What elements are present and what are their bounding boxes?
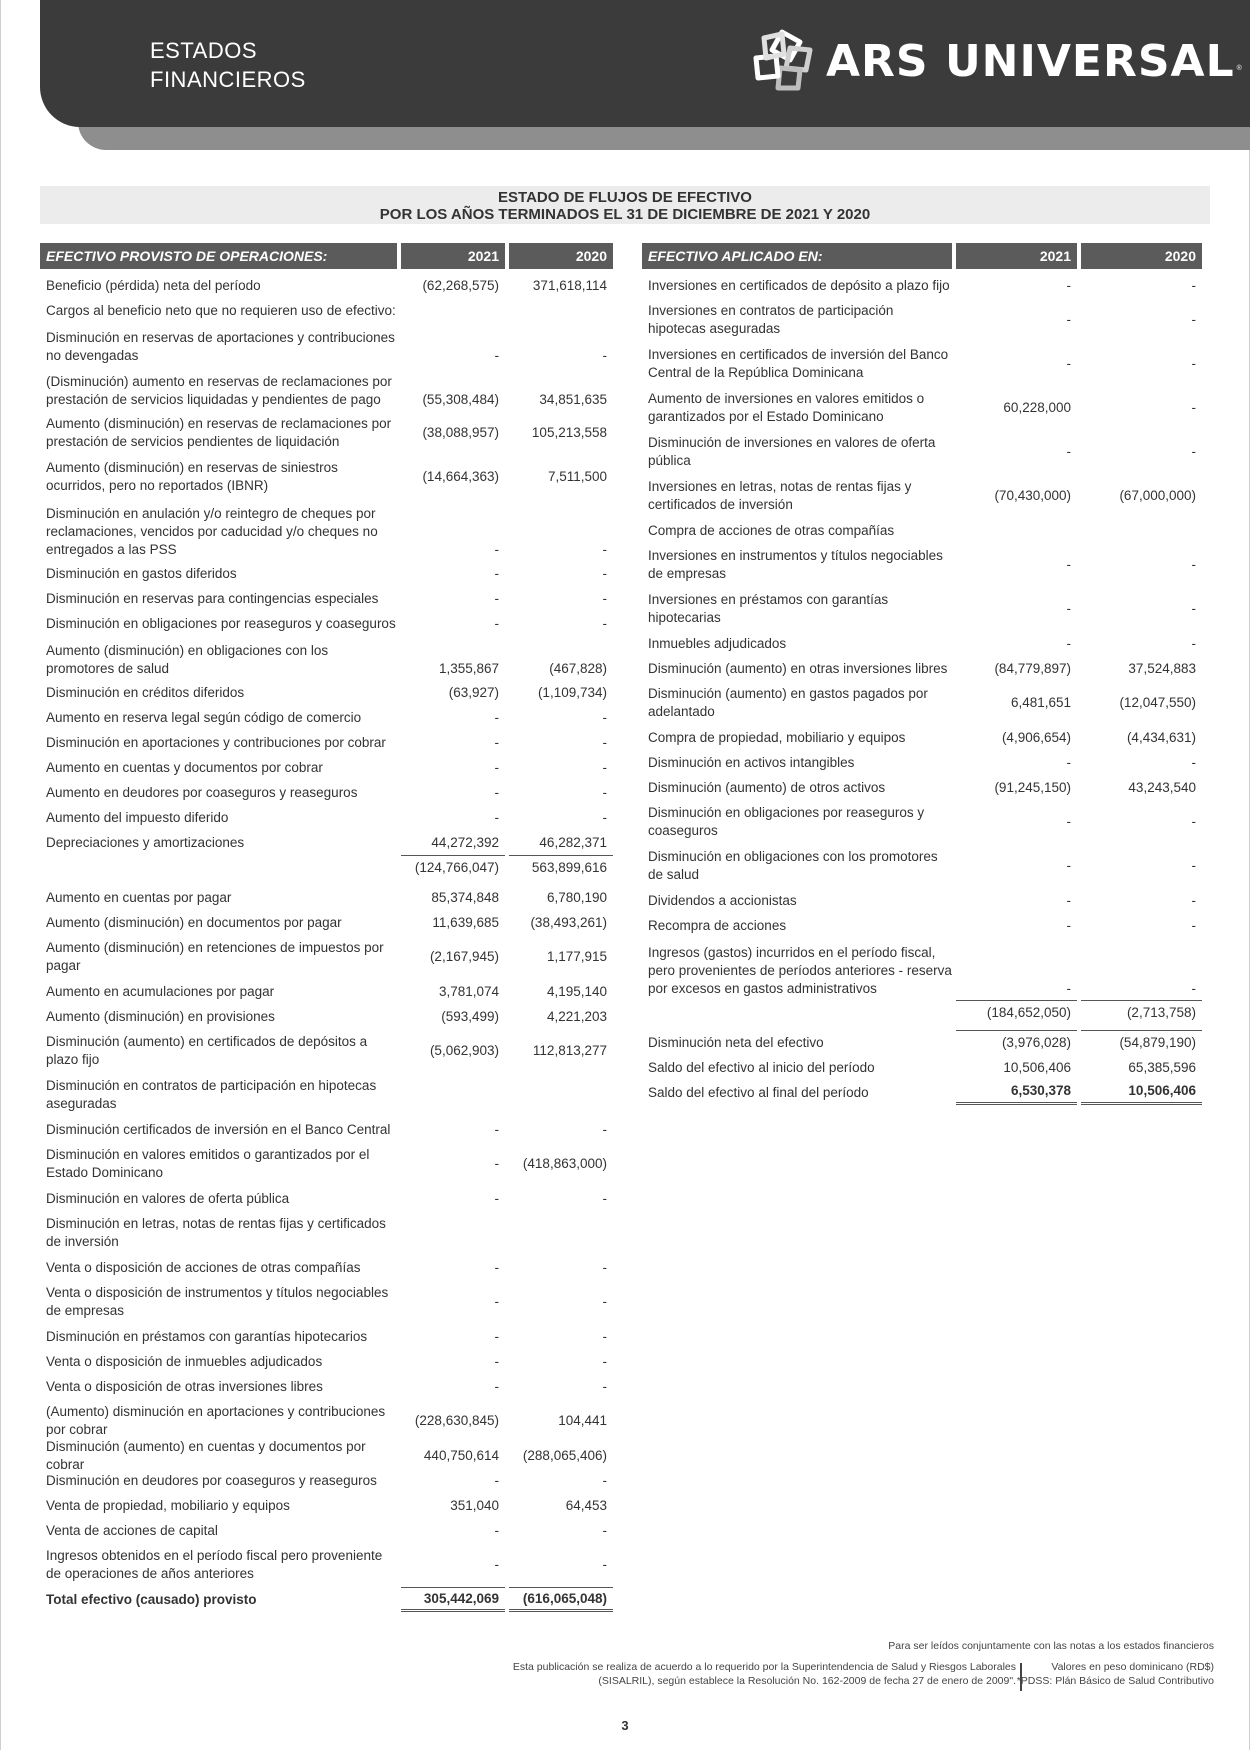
table-row xyxy=(642,1000,1202,1025)
row-value-2021: (5,062,903) xyxy=(429,1043,499,1058)
row-value-2021: - xyxy=(494,542,499,557)
row-value-2020: 46,282,371 xyxy=(539,834,607,850)
row-label: Ingresos obtenidos en el período fiscal pero proveniente de operaciones de años anteriores xyxy=(46,1548,383,1581)
table-row xyxy=(642,342,1202,386)
row-label: Disminución en gastos diferidos xyxy=(46,565,237,581)
row-value-2021: - xyxy=(494,1522,499,1538)
table-row xyxy=(642,844,1202,888)
row-label: (Aumento) disminución en aportaciones y contribuciones por cobrar xyxy=(46,1404,386,1437)
table-row xyxy=(40,855,613,880)
row-label: Disminución en valores de oferta pública xyxy=(46,1190,290,1206)
row-value-2020: 112,813,277 xyxy=(532,1043,607,1058)
row-label: Aumento en deudores por coaseguros y reaseguros xyxy=(46,784,358,800)
row-value-2020: (616,065,048) xyxy=(509,1587,613,1612)
row-value-2020: - xyxy=(1191,814,1196,829)
row-value-2020: 105,213,558 xyxy=(531,425,607,440)
table-row xyxy=(642,913,1202,938)
row-value-2020: - xyxy=(602,565,607,581)
row-value-2020: - xyxy=(1191,858,1196,873)
table-row xyxy=(642,386,1202,430)
row-label: Saldo del efectivo al final del período xyxy=(648,1084,869,1100)
table-row xyxy=(40,705,613,730)
row-value-2021 xyxy=(401,1211,505,1255)
row-label: Total efectivo (causado) provisto xyxy=(46,1591,257,1607)
operations-heading: EFECTIVO PROVISTO DE OPERACIONES: xyxy=(40,243,397,269)
row-value-2020: - xyxy=(1191,635,1196,651)
row-value-2021: - xyxy=(494,1156,499,1171)
row-value-2021: - xyxy=(494,565,499,581)
table-row xyxy=(40,1349,613,1374)
table-row xyxy=(40,830,613,855)
row-value-2021: 351,040 xyxy=(450,1497,499,1513)
row-label: Disminución (aumento) en certificados de depósitos a plazo fijo xyxy=(46,1034,368,1067)
row-label: Disminución en valores emitidos o garantizados por el Estado Dominicano xyxy=(46,1147,370,1180)
row-label: Recompra de acciones xyxy=(648,917,787,933)
table-row xyxy=(642,273,1202,298)
table-row xyxy=(40,1255,613,1280)
row-value-2020: 65,385,596 xyxy=(1128,1059,1196,1075)
row-value-2021: - xyxy=(494,1472,499,1488)
operations-table-body xyxy=(40,273,613,1612)
table-row xyxy=(40,1468,613,1493)
page-number: 3 xyxy=(621,1718,629,1733)
row-value-2021: 6,530,378 xyxy=(956,1080,1077,1105)
row-value-2020: - xyxy=(602,1522,607,1538)
row-value-2021: - xyxy=(1066,917,1071,933)
operations-col-2021: 2021 xyxy=(401,243,505,269)
row-value-2020: 371,618,114 xyxy=(532,277,607,293)
row-value-2020: 34,851,635 xyxy=(539,392,607,407)
row-value-2021: - xyxy=(1066,814,1071,829)
footer-pdss: *PDSS: Plán Básico de Salud Contributivo xyxy=(1016,1675,1214,1687)
row-value-2020: - xyxy=(602,1378,607,1394)
table-row xyxy=(40,411,613,455)
row-value-2020: 7,511,500 xyxy=(547,469,607,484)
row-value-2021 xyxy=(401,298,505,323)
row-value-2020: 10,506,406 xyxy=(1081,1080,1202,1105)
row-value-2020: - xyxy=(602,759,607,775)
row-value-2020: (54,879,190) xyxy=(1081,1030,1202,1055)
table-row xyxy=(40,636,613,680)
row-value-2020: - xyxy=(1191,754,1196,770)
table-row xyxy=(40,1186,613,1211)
row-value-2021: - xyxy=(494,348,499,363)
section-title-line1: ESTADOS xyxy=(150,38,258,63)
row-value-2021: - xyxy=(1066,277,1071,293)
row-value-2020: - xyxy=(1191,356,1196,371)
table-row xyxy=(642,518,1202,543)
table-row xyxy=(40,586,613,611)
row-label: Disminución en reservas para contingencias especiales xyxy=(46,590,379,606)
row-value-2021: - xyxy=(1066,754,1071,770)
row-value-2020: (12,047,550) xyxy=(1119,695,1196,710)
row-value-2021: (91,245,150) xyxy=(994,779,1071,795)
row-value-2020: - xyxy=(602,709,607,725)
table-row xyxy=(40,1142,613,1186)
footer-legal-line1: Esta publicación se realiza de acuerdo a lo requerido por la Superintendencia de Salud y Riesgos Laborales xyxy=(512,1661,1016,1673)
row-value-2021: - xyxy=(1066,981,1071,996)
row-value-2021: - xyxy=(494,759,499,775)
row-label: Venta o disposición de inmuebles adjudicados xyxy=(46,1353,323,1369)
row-label: Disminución (aumento) de otros activos xyxy=(648,779,886,795)
row-label: Disminución de inversiones en valores de oferta pública xyxy=(648,435,936,468)
row-value-2020: - xyxy=(1191,601,1196,616)
table-row xyxy=(40,885,613,910)
row-label: Inversiones en certificados de inversión del Banco Central de la República Dominicana xyxy=(648,347,949,380)
row-value-2021: (14,664,363) xyxy=(422,469,499,484)
row-label: Aumento (disminución) en retenciones de impuestos por pagar xyxy=(46,940,384,973)
row-value-2020: (418,863,000) xyxy=(522,1156,607,1171)
table-row xyxy=(40,935,613,979)
row-value-2020: 37,524,883 xyxy=(1128,660,1196,676)
table-row xyxy=(40,805,613,830)
row-value-2021: (63,927) xyxy=(448,684,499,700)
row-value-2021: - xyxy=(494,734,499,750)
row-value-2020: (1,109,734) xyxy=(537,684,607,700)
row-value-2020: 43,243,540 xyxy=(1128,779,1196,795)
row-value-2020: (38,493,261) xyxy=(530,914,607,930)
table-row xyxy=(40,730,613,755)
table-row xyxy=(642,298,1202,342)
row-label: Venta o disposición de otras inversiones libres xyxy=(46,1378,323,1394)
section-title-line2: FINANCIEROS xyxy=(150,67,306,92)
row-label: Aumento en cuentas por pagar xyxy=(46,889,232,905)
applied-table xyxy=(642,243,1202,1105)
row-value-2021: (55,308,484) xyxy=(422,392,499,407)
row-label: Inversiones en certificados de depósito a plazo fijo xyxy=(648,277,950,293)
table-row xyxy=(642,888,1202,913)
row-value-2021: (84,779,897) xyxy=(994,660,1071,676)
row-value-2020: - xyxy=(1191,981,1196,996)
row-value-2021: - xyxy=(1066,892,1071,908)
table-row xyxy=(642,775,1202,800)
row-value-2021: - xyxy=(494,590,499,606)
table-row xyxy=(40,298,613,323)
row-value-2020: - xyxy=(602,542,607,557)
row-label: Venta o disposición de instrumentos y títulos negociables de empresas xyxy=(46,1285,389,1318)
table-row xyxy=(40,1587,613,1612)
row-value-2020: 104,441 xyxy=(558,1413,607,1428)
row-value-2020: (288,065,406) xyxy=(522,1447,607,1463)
table-row xyxy=(40,1073,613,1117)
row-label: Aumento de inversiones en valores emitidos o garantizados por el Estado Dominicano xyxy=(648,391,925,424)
row-label: Disminución (aumento) en otras inversiones libres xyxy=(648,660,948,676)
table-row xyxy=(40,1324,613,1349)
row-value-2021: - xyxy=(494,809,499,825)
row-value-2020: - xyxy=(1191,312,1196,327)
table-row xyxy=(40,1518,613,1543)
table-row xyxy=(40,1399,613,1443)
row-value-2021: - xyxy=(494,1259,499,1275)
row-value-2020: - xyxy=(1191,400,1196,415)
table-row xyxy=(642,938,1202,1000)
registered-mark: ® xyxy=(1236,65,1242,72)
row-value-2021: (228,630,845) xyxy=(414,1413,499,1428)
row-value-2021: (593,499) xyxy=(441,1008,499,1024)
footer-currency: Valores en peso dominicano (RD$) xyxy=(1051,1661,1214,1673)
row-label: Aumento en reserva legal según código de comercio xyxy=(46,709,362,725)
row-value-2021: (62,268,575) xyxy=(422,277,499,293)
table-row xyxy=(40,979,613,1004)
row-value-2021: 440,750,614 xyxy=(423,1447,499,1463)
row-value-2020 xyxy=(509,1211,613,1255)
row-value-2020 xyxy=(509,298,613,323)
row-label: Venta de propiedad, mobiliario y equipos xyxy=(46,1497,290,1513)
row-value-2021: - xyxy=(494,1328,499,1344)
row-label: (Disminución) aumento en reservas de reclamaciones por prestación de servicios liquidadas y pendientes de pago xyxy=(46,374,392,407)
brand-mark-icon xyxy=(748,28,816,94)
table-row xyxy=(40,1493,613,1518)
row-label: Compra de propiedad, mobiliario y equipos xyxy=(648,729,906,745)
row-value-2021: (3,976,028) xyxy=(956,1030,1077,1055)
row-label: Aumento (disminución) en reservas de siniestros ocurridos, pero no reportados (IBNR) xyxy=(46,460,338,493)
row-value-2020: - xyxy=(1191,277,1196,293)
row-label: Inversiones en contratos de participación hipotecas aseguradas xyxy=(648,303,894,336)
row-label: Aumento del impuesto diferido xyxy=(46,809,229,825)
row-value-2021: - xyxy=(1066,444,1071,459)
table-row xyxy=(40,1438,613,1472)
row-value-2021: (2,167,945) xyxy=(429,949,499,964)
row-value-2020: 1,177,915 xyxy=(546,949,607,964)
row-label: Aumento (disminución) en reservas de reclamaciones por prestación de servicios pendientes de liquidación xyxy=(46,416,392,449)
row-value-2020: - xyxy=(602,1472,607,1488)
applied-col-2020: 2020 xyxy=(1081,243,1202,269)
row-value-2021: - xyxy=(494,615,499,631)
row-value-2020: - xyxy=(602,1259,607,1275)
row-value-2020: - xyxy=(602,1294,607,1309)
applied-col-2021: 2021 xyxy=(956,243,1077,269)
row-label: Disminución (aumento) en gastos pagados por adelantado xyxy=(648,686,928,719)
applied-table-header xyxy=(642,243,1202,269)
footer-legal xyxy=(496,1660,1016,1688)
row-label: Disminución en obligaciones por reaseguros y coaseguros xyxy=(648,805,925,838)
row-value-2021: - xyxy=(1066,635,1071,651)
row-label: Saldo del efectivo al inicio del período xyxy=(648,1059,875,1075)
row-value-2021: 1,355,867 xyxy=(438,661,499,676)
table-row xyxy=(642,1055,1202,1080)
footer-right xyxy=(1017,1660,1214,1688)
table-row xyxy=(642,430,1202,474)
table-row xyxy=(642,725,1202,750)
row-value-2021: (4,906,654) xyxy=(1001,729,1071,745)
row-label: Disminución en deudores por coaseguros y reaseguros xyxy=(46,1472,377,1488)
row-value-2021: - xyxy=(494,1121,499,1137)
row-value-2021: - xyxy=(1066,557,1071,572)
row-label: Disminución en créditos diferidos xyxy=(46,684,245,700)
row-value-2021 xyxy=(956,518,1077,543)
operations-table xyxy=(40,243,613,1612)
brand-logo xyxy=(748,28,1242,94)
table-row xyxy=(40,367,613,411)
row-value-2021: - xyxy=(494,1353,499,1369)
table-row xyxy=(40,499,613,561)
table-row xyxy=(40,273,613,298)
row-value-2020: - xyxy=(602,1190,607,1206)
row-value-2020: - xyxy=(602,809,607,825)
row-label: Disminución neta del efectivo xyxy=(648,1034,824,1050)
table-row xyxy=(40,611,613,636)
row-value-2020: - xyxy=(1191,557,1196,572)
row-value-2020: - xyxy=(1191,444,1196,459)
row-value-2020: - xyxy=(602,784,607,800)
table-row xyxy=(40,455,613,499)
table-row xyxy=(40,1280,613,1324)
table-row xyxy=(642,1080,1202,1105)
row-value-2020: (467,828) xyxy=(549,661,607,676)
row-value-2021: 11,639,685 xyxy=(432,914,499,930)
row-label: Disminución en reservas de aportaciones y contribuciones no devengadas xyxy=(46,330,395,363)
row-value-2021 xyxy=(401,1073,505,1117)
table-row xyxy=(40,1211,613,1255)
row-label: Inversiones en préstamos con garantías hipotecarias xyxy=(648,592,889,625)
row-value-2020: - xyxy=(1191,892,1196,908)
row-label: Dividendos a accionistas xyxy=(648,892,797,908)
row-label: Disminución en préstamos con garantías hipotecarios xyxy=(46,1328,368,1344)
table-row xyxy=(642,474,1202,518)
statement-subtitle: POR LOS AÑOS TERMINADOS EL 31 DE DICIEMBRE DE 2021 Y 2020 xyxy=(379,206,871,223)
row-label: Disminución (aumento) en cuentas y documentos por cobrar xyxy=(46,1438,366,1472)
row-label xyxy=(40,855,397,880)
table-row xyxy=(40,1117,613,1142)
table-row xyxy=(40,561,613,586)
row-value-2020: (2,713,758) xyxy=(1081,1000,1202,1025)
row-label: Disminución en obligaciones con los promotores de salud xyxy=(648,849,938,882)
row-value-2021: - xyxy=(1066,601,1071,616)
row-value-2020: - xyxy=(602,734,607,750)
row-value-2020: 4,221,203 xyxy=(546,1008,607,1024)
table-row xyxy=(642,631,1202,656)
row-label: Inmuebles adjudicados xyxy=(648,635,787,651)
footer-legal-line2: (SISALRIL), según establece la Resolución No. 162-2009 de fecha 27 de enero de 2009". xyxy=(598,1675,1016,1687)
operations-col-2020: 2020 xyxy=(509,243,613,269)
row-value-2021: - xyxy=(1066,858,1071,873)
row-value-2020: - xyxy=(1191,917,1196,933)
row-label: Cargos al beneficio neto que no requieren uso de efectivo: xyxy=(46,302,396,318)
section-title xyxy=(150,36,306,94)
row-value-2021: - xyxy=(494,1190,499,1206)
row-value-2021: 44,272,392 xyxy=(431,834,499,850)
row-value-2021: (38,088,957) xyxy=(422,425,499,440)
table-row xyxy=(642,800,1202,844)
row-value-2020: 563,899,616 xyxy=(509,855,613,880)
table-row xyxy=(642,1030,1202,1055)
row-label: Compra de acciones de otras compañías xyxy=(648,522,895,538)
row-value-2021: - xyxy=(494,1378,499,1394)
row-value-2021: (70,430,000) xyxy=(994,488,1071,503)
row-label: Venta de acciones de capital xyxy=(46,1522,218,1538)
table-row xyxy=(40,1374,613,1399)
row-value-2020: - xyxy=(602,590,607,606)
footer-note: Para ser leídos conjuntamente con las notas a los estados financieros xyxy=(888,1640,1214,1652)
row-value-2020: (67,000,000) xyxy=(1119,488,1196,503)
operations-table-header xyxy=(40,243,613,269)
table-row xyxy=(642,656,1202,681)
row-value-2020: 64,453 xyxy=(565,1497,607,1513)
table-row xyxy=(40,323,613,367)
row-value-2021: 10,506,406 xyxy=(1003,1059,1071,1075)
row-value-2020: - xyxy=(602,615,607,631)
row-value-2020 xyxy=(1081,518,1202,543)
table-row xyxy=(642,543,1202,587)
row-label: Disminución certificados de inversión en el Banco Central xyxy=(46,1121,391,1137)
row-label: Aumento (disminución) en documentos por pagar xyxy=(46,914,342,930)
row-value-2021: 60,228,000 xyxy=(1003,400,1071,415)
row-value-2021: - xyxy=(1066,312,1071,327)
row-value-2020: - xyxy=(602,348,607,363)
row-label: Aumento (disminución) en provisiones xyxy=(46,1008,275,1024)
row-label: Ingresos (gastos) incurridos en el período fiscal, pero provenientes de períodos anteriores - reserva por excesos en gastos administrativos xyxy=(648,945,952,996)
row-value-2021: - xyxy=(494,709,499,725)
row-value-2020: 6,780,190 xyxy=(546,889,607,905)
row-label: Aumento (disminución) en obligaciones con los promotores de salud xyxy=(46,643,329,676)
row-value-2020: - xyxy=(602,1328,607,1344)
brand-name: ARS UNIVERSAL xyxy=(826,35,1235,87)
row-label: Disminución en anulación y/o reintegro de cheques por reclamaciones, vencidos por caducidad y/o cheques no entregados a las PSS xyxy=(46,506,378,557)
statement-title-band xyxy=(40,186,1210,224)
row-label: Aumento en cuentas y documentos por cobrar xyxy=(46,759,323,775)
row-value-2021: - xyxy=(1066,356,1071,371)
applied-heading: EFECTIVO APLICADO EN: xyxy=(642,243,952,269)
table-row xyxy=(642,750,1202,775)
row-value-2021: - xyxy=(494,1294,499,1309)
row-label: Disminución en obligaciones por reaseguros y coaseguros xyxy=(46,615,396,631)
row-label: Inversiones en letras, notas de rentas fijas y certificados de inversión xyxy=(648,479,912,512)
row-label: Disminución en activos intangibles xyxy=(648,754,855,770)
table-row xyxy=(40,1543,613,1587)
row-label: Inversiones en instrumentos y títulos negociables de empresas xyxy=(648,548,943,581)
table-row xyxy=(40,680,613,705)
row-value-2020 xyxy=(509,1073,613,1117)
row-value-2021: - xyxy=(494,1557,499,1572)
row-value-2020: 4,195,140 xyxy=(546,983,607,999)
row-value-2021: 3,781,074 xyxy=(438,983,499,999)
table-row xyxy=(40,780,613,805)
row-label xyxy=(642,1000,952,1025)
row-value-2021: 6,481,651 xyxy=(1010,695,1071,710)
row-label: Venta o disposición de acciones de otras compañías xyxy=(46,1259,361,1275)
applied-table-body xyxy=(642,273,1202,1105)
row-value-2021: - xyxy=(494,784,499,800)
table-row xyxy=(642,587,1202,631)
statement-title: ESTADO DE FLUJOS DE EFECTIVO xyxy=(498,189,752,206)
row-value-2020: (4,434,631) xyxy=(1126,729,1196,745)
table-row xyxy=(40,755,613,780)
row-label: Beneficio (pérdida) neta del período xyxy=(46,277,261,293)
row-label: Disminución en contratos de participación en hipotecas aseguradas xyxy=(46,1078,377,1111)
row-value-2021: (184,652,050) xyxy=(956,1000,1077,1025)
row-value-2020: - xyxy=(602,1557,607,1572)
row-label: Aumento en acumulaciones por pagar xyxy=(46,983,275,999)
row-value-2021: (124,766,047) xyxy=(401,855,505,880)
table-row xyxy=(642,681,1202,725)
row-label: Disminución en aportaciones y contribuciones por cobrar xyxy=(46,734,386,750)
table-row xyxy=(40,1029,613,1073)
table-row xyxy=(40,1004,613,1029)
table-row xyxy=(40,910,613,935)
row-value-2021: 85,374,848 xyxy=(431,889,499,905)
row-label: Disminución en letras, notas de rentas fijas y certificados de inversión xyxy=(46,1216,386,1249)
row-value-2020: - xyxy=(602,1121,607,1137)
row-value-2020: - xyxy=(602,1353,607,1369)
row-value-2021: 305,442,069 xyxy=(401,1587,505,1612)
row-label: Depreciaciones y amortizaciones xyxy=(46,834,245,850)
